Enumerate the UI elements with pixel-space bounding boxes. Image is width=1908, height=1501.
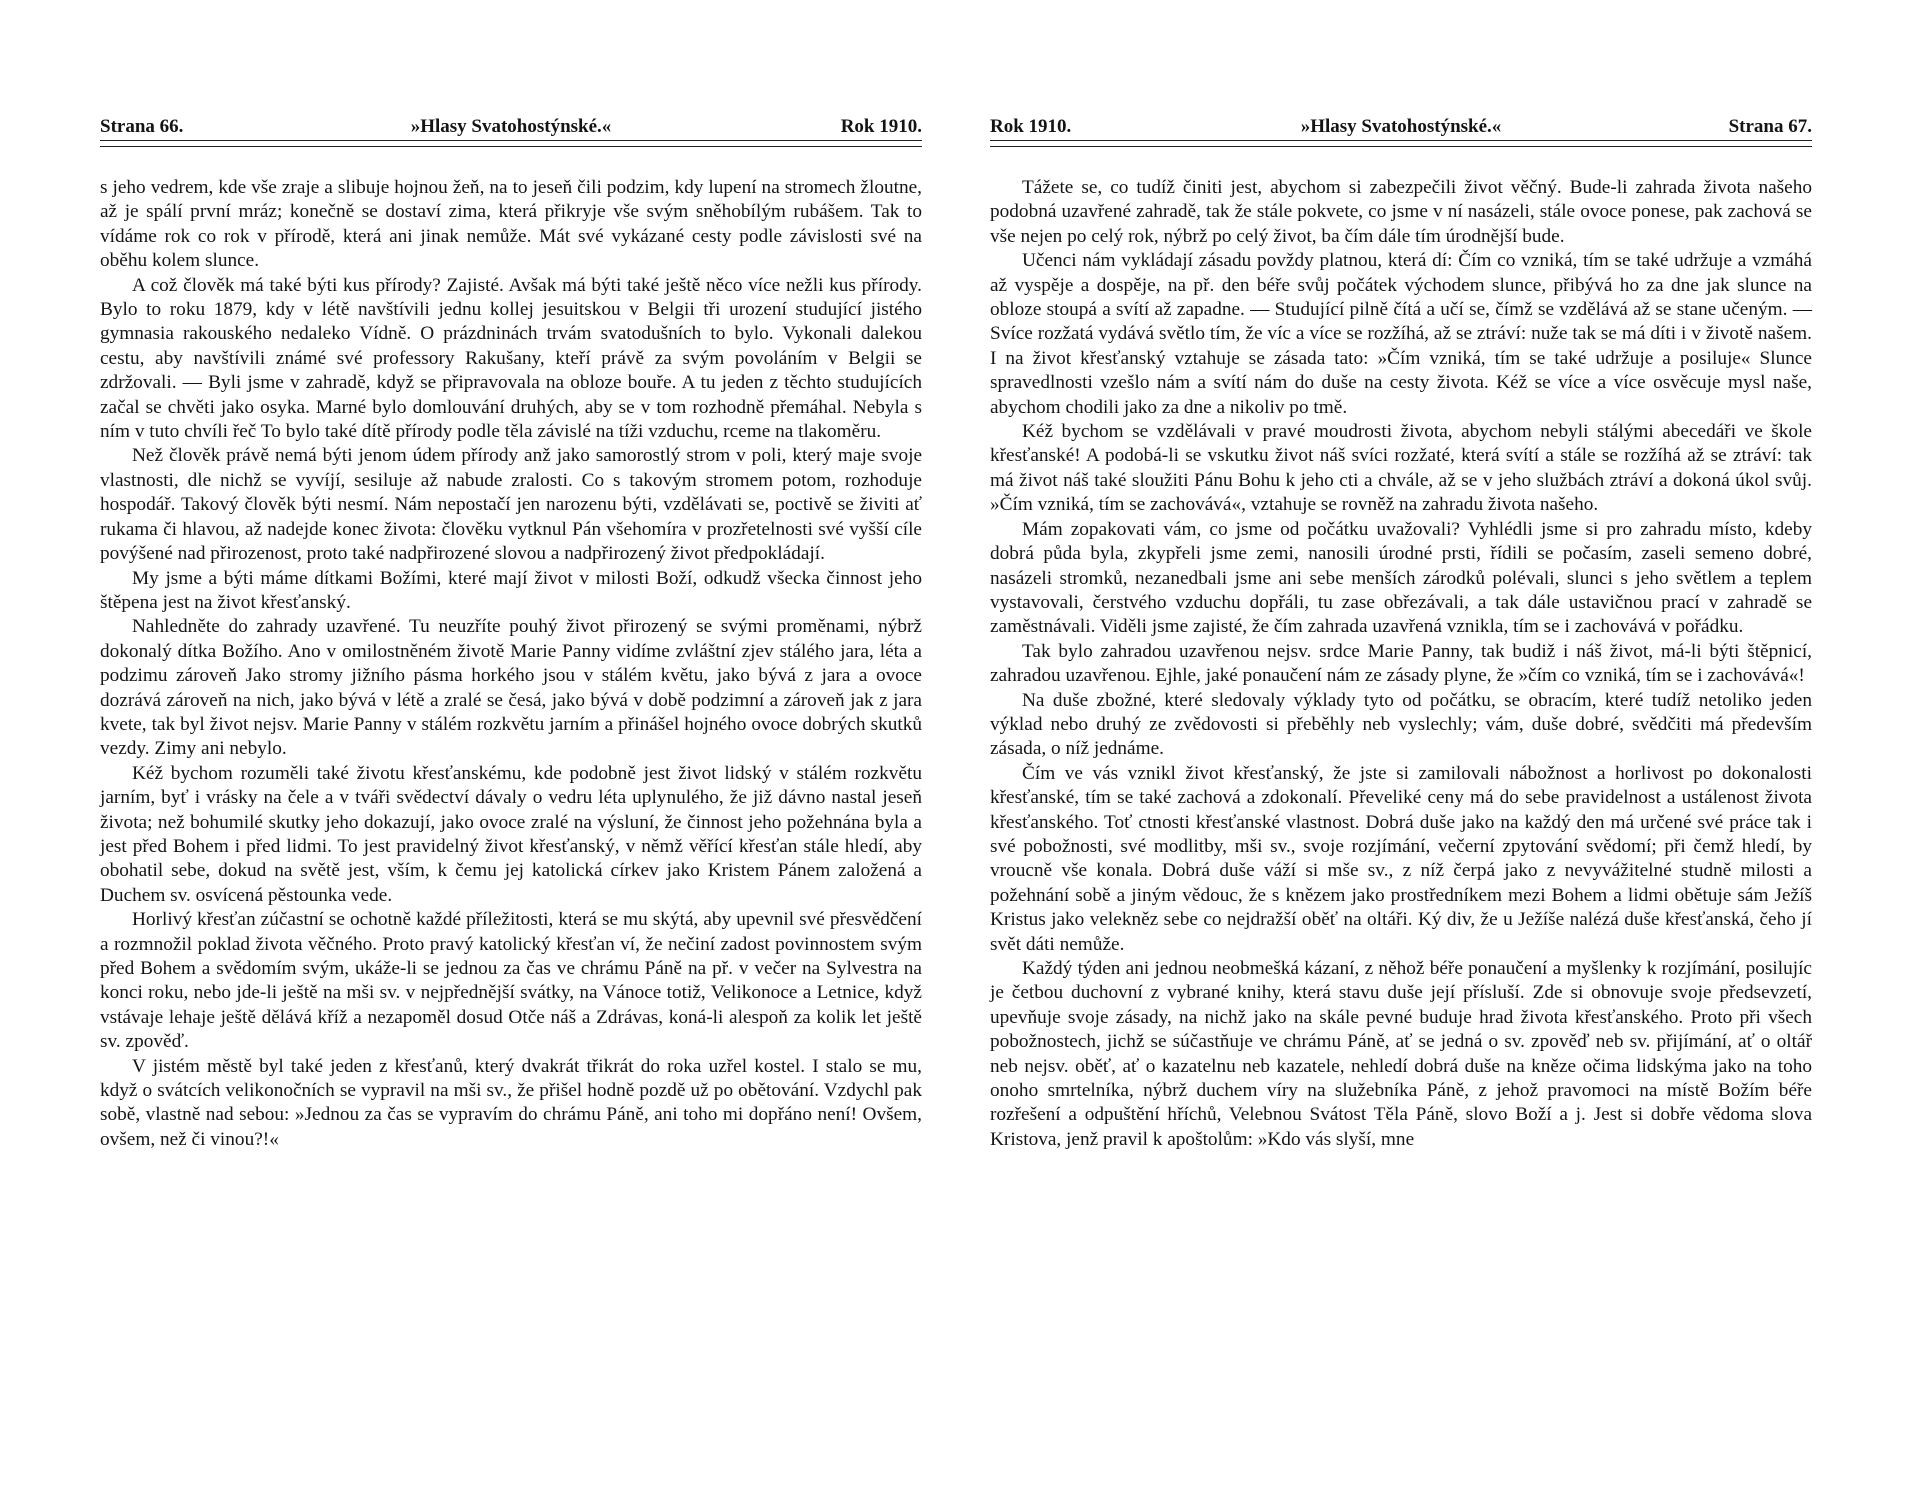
issue-year: Rok 1910. bbox=[990, 116, 1072, 137]
paragraph: Než člověk právě nemá býti jenom údem přírody anž jako samorostlý strom v poli, který maje svoje vlastnosti, dle nichž se vyvíjí, sesiluje až nabude zralosti. Co s takovým stromem potom, rozhoduje hospodář. Takový člověk býti nesmí. Nám nepostačí jen narozenu býti, vzdělávati se, poctivě se živiti ať rukama či hlavou, až nadejde konec života: člověku vytknul Pán všehomíra v prozřetelnosti své vyšší cíle povýšené nad přirozenost, proto také nadpřirozené slovou a nadpřirozený život předpokládají. bbox=[100, 445, 922, 565]
paragraph: Tážete se, co tudíž činiti jest, abychom si zabezpečili život věčný. Bude-li zahrada života našeho podobná uzavřené zahradě, tak že stále pokvete, co jsme v ní nasázeli, stále ovoce ponese, pak zachová se vše nejen po celý rok, nýbrž po celý život, ba čím dále tím úrodnější bude. bbox=[990, 177, 1812, 247]
page-header bbox=[990, 112, 1812, 140]
page-header bbox=[100, 112, 922, 140]
paragraph: Učenci nám vykládají zásadu povždy platnou, která dí: Čím co vzniká, tím se také udržuje a vzmáhá až vyspěje a dospěje, na př. den béře svůj počátek východem slunce, přibývá ho za dne jak slunce na obloze stoupá a svítí až zapadne. — Studující pilně čítá a učí se, čímž se vzdělává až se stane učeným. — Svíce rozžatá vydává světlo tím, že víc a více se rozžíhá, až se ztráví: nuže tak se má díti i v životě našem. I na život křesťanský vztahuje se zásada tato: »Čím vzniká, tím se také udržuje a posiluje« Slunce spravedlnosti vzešlo nám a svítí nám do duše na cesty života. Kéž se více a více osvěcuje mysl naše, abychom chodili jako za dne a nikoliv po tmě. bbox=[990, 250, 1812, 418]
paragraph: Kéž bychom rozuměli také životu křesťanskému, kde podobně jest život lidský v stálém rozkvětu jarním, byť i vrásky na čele a v tváři svědectví dávaly o vedru léta uplynulého, že již dávno nastal jeseň života; než bohumilé skutky jeho dokazují, jako ovoce zralé na výsluní, že činnost jeho požehnána byla a jest před Bohem i před lidmi. To jest pravidelný život křesťanský, v němž věřící křesťan stále hledí, aby obohatil sebe, dokud na světě jest, vším, k čemu jej katolická církev jako Kristem Pánem založená a Duchem sv. osvícená pěstounka vede. bbox=[100, 762, 922, 906]
paragraph: Na duše zbožné, které sledovaly výklady tyto od počátku, se obracím, které tudíž netoliko jeden výklad nebo druhý ze zvědovosti si přeběhly neb vyslechly; vám, duše dobré, svědčiti má především zásada, o níž jednáme. bbox=[990, 689, 1812, 760]
paragraph: Čím ve vás vznikl život křesťanský, že jste si zamilovali nábožnost a horlivost po dokonalosti křesťanské, tím se také zachová a zdokonalí. Převeliké ceny má do sebe pravidelnost a ustálenost života křesťanského. Toť ctnosti křesťanské vlastnost. Dobrá duše jako na každý den má určené své práce tak i své pobožnosti, své modlitby, mši sv., svoje rozjímání, večerní zpytování svědomí; při čemž hledí, by vroucně vše konala. Dobrá duše váží si mše sv., z níž čerpá jako z nevyvážitelné studně milosti a požehnání sobě a jiným vědouc, že s knězem jako prostředníkem mezi Bohem a lidmi obětuje sám Ježíš Kristus jako velekněz sebe co nejdražší oběť na oltáři. Ký div, že u Ježíše nalézá duše křesťanská, čeho jí svět dáti nemůže. bbox=[990, 762, 1812, 955]
paragraph: Tak bylo zahradou uzavřenou nejsv. srdce Marie Panny, tak budiž i náš život, má-li býti štěpnicí, zahradou uzavřenou. Ejhle, jaké ponaučení nám ze zásady plyne, že »čím co vzniká, tím se i zachovává«! bbox=[990, 640, 1812, 687]
paragraph: Horlivý křesťan zúčastní se ochotně každé příležitosti, která se mu skýtá, aby upevnil své přesvědčení a rozmnožil poklad života věčného. Proto pravý katolický křesťan ví, že nečiní zadost povinnostem svým před Bohem a svědomím svým, ukáže-li se jednou za čas ve chrámu Páně na př. v večer na Sylvestra na konci roku, nebo jde-li ještě na mši sv. v nejpřednější svátky, na Vánoce totiž, Velikonoce a Letnice, když vstávaje lehaje ještě dělává kříž a nezapoměl dosud Otče náš a Zdrávas, koná-li alespoň za kolik let ještě sv. zpověď. bbox=[100, 909, 922, 1053]
issue-year: Rok 1910. bbox=[840, 116, 922, 137]
paragraph: Mám zopakovati vám, co jsme od počátku uvažovali? Vyhlédli jsme si pro zahradu místo, kdeby dobrá půda byla, zkypřeli jsme zemi, nanosili úrodné prsti, řídili se počasím, zaseli semeno dobré, nasázeli stromků, nezanedbali jsme ani sebe menších zárodků polévali, slunci s jeho světlem a teplem vystavovali, čerstvého vzduchu dopřáli, tu zase obřezávali, a tak dále ustavičnou prací v zahradě se zaměstnávali. Viděli jsme zajisté, že čím zahrada uzavřená vznikla, tím se i zachovává v pořádku. bbox=[990, 518, 1812, 638]
page-number: Strana 67. bbox=[1728, 116, 1812, 137]
right-page bbox=[990, 0, 1812, 1501]
paragraph: Kéž bychom se vzdělávali v pravé moudrosti života, abychom nebyli stálými abecedáři ve škole křesťanské! A podobá-li se vskutku život náš svíci rozžaté, která svítí a stále se rozžíhá až se ztráví: tak má život náš také sloužiti Pánu Bohu k jeho cti a chvále, až se v jeho službách ztráví a dokoná úkol svůj. »Čím vzniká, tím se zachovává«, vztahuje se rovněž na zahradu života našeho. bbox=[990, 421, 1812, 516]
left-page bbox=[100, 0, 922, 1501]
page-number: Strana 66. bbox=[100, 116, 184, 137]
paragraph: s jeho vedrem, kde vše zraje a slibuje hojnou žeň, na to jeseň čili podzim, kdy lupení na stromech žloutne, až je spálí první mráz; konečně se dostaví zima, která přikryje vše svým sněhobílým rubášem. Tak to vídáme rok co rok v přírodě, která ani jinak nemůže. Mát své vykázané cesty podle závislosti své na oběhu kolem slunce. bbox=[100, 177, 922, 272]
journal-title: »Hlasy Svatohostýnské.« bbox=[410, 116, 612, 137]
journal-title: »Hlasy Svatohostýnské.« bbox=[1300, 116, 1502, 137]
paragraph: My jsme a býti máme dítkami Božími, které mají život v milosti Boží, odkudž všecka činnost jeho štěpena jest na život křesťanský. bbox=[100, 567, 922, 613]
paragraph: A což člověk má také býti kus přírody? Zajisté. Avšak má býti také ještě něco více nežli kus přírody. Bylo to roku 1879, kdy v létě navštívili jednu kollej jesuitskou v Belgii tři urození studující jistého gymnasia rakouského nedaleko Vídně. O prázdninách trvám svatodušních to bylo. Vykonali dalekou cestu, aby navštívili známé své professory Rakušany, kteří právě za svým povoláním v Belgii se zdržovali. — Byli jsme v zahradě, když se připravovala na obloze bouře. A tu jeden z těchto studujících začal se chvěti jako osyka. Marné bylo domlouvání druhých, aby se v tom rozhodně přemáhal. Nebyla s ním v tuto chvíli řeč To bylo také dítě přírody podle těla závislé na tíži vzduchu, rceme na tlakoměru. bbox=[100, 274, 922, 443]
header-rule bbox=[990, 140, 1812, 147]
page-body bbox=[990, 176, 1812, 1152]
header-rule bbox=[100, 140, 922, 147]
paragraph: Každý týden ani jednou neobmešká kázaní, z něhož béře ponaučení a myšlenky k rozjímání, posilujíc je četbou duchovní z vybrané knihy, která stavu duše její přísluší. Zde si obnovuje svoje předsevzetí, upevňuje svoje zásady, na nichž jako na skále pevné buduje hrad života křesťanského. Proto při všech pobožnostech, jichž se súčastňuje ve chrámu Páně, ať se jedná o sv. zpověď neb sv. přijímání, ať o oltář neb nejsv. oběť, ať o kazatelnu neb kazatele, nehledí dobrá duše na kněze očima lidskýma jako na toho onoho smrtelníka, nýbrž duchem víry na služebníka Páně, z jehož pravomoci na místě Božím béře rozřešení a odpuštění hříchů, Velebnou Svátost Těla Páně, slovo Boží a j. Jest si dobře vědoma slova Kristova, jenž pravil k apoštolům: »Kdo vás slyší, mne bbox=[990, 958, 1812, 1150]
page-body bbox=[100, 176, 922, 1152]
paragraph: Nahledněte do zahrady uzavřené. Tu neuzříte pouhý život přirozený se svými proměnami, nýbrž dokonalý dítka Božího. Ano v omilostněném životě Marie Panny vidíme zvláštní zjev stálého jara, léta a podzimu zároveň Jako stromy jižního pásma horkého jsou v stálém květu, jako bývá z jara a ovoce dozrává zároveň na nich, jako bývá v létě a zralé se česá, jako bývá v době podzimní a zároveň jak z jara kvete, tak byl život nejsv. Marie Panny v stálém rozkvětu jarním a přinášel hojného ovoce dobrých skutků vezdy. Zimy ani nebylo. bbox=[100, 616, 922, 760]
paragraph: V jistém městě byl také jeden z křesťanů, který dvakrát třikrát do roka uzřel kostel. I stalo se mu, když o svátcích velikonočních se vypravil na mši sv., že přišel hodně pozdě už po obětování. Vzdychl pak sobě, vlastně nad sebou: »Jednou za čas se vypravím do chrámu Páně, ani toho mi dopřáno není! Ovšem, ovšem, než či vinou?!« bbox=[100, 1055, 922, 1150]
